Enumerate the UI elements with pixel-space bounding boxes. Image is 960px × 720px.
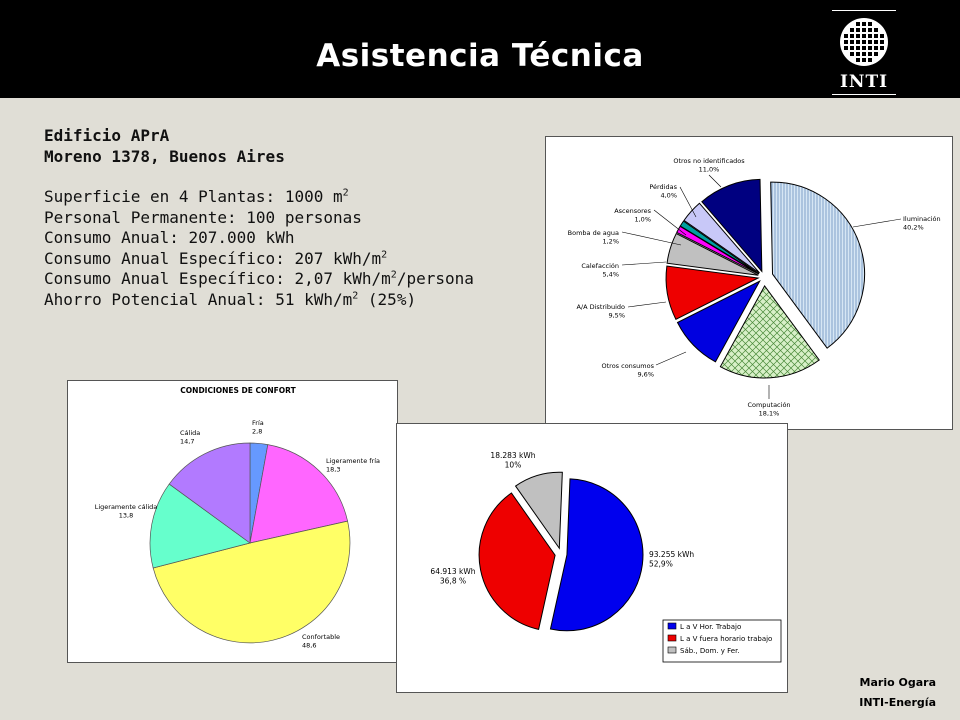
slice-value: 40,2% — [903, 223, 924, 232]
stat-label: Consumo Anual: 207.000 kWh — [44, 228, 295, 247]
stat-label: Consumo Anual Específico: 207 kWh/m — [44, 248, 382, 268]
legend-label: L a V Hor. Trabajo — [680, 623, 742, 631]
slice-label: Ascensores — [614, 207, 651, 215]
logo-top-line — [832, 10, 896, 11]
footer-author: Mario Ogara — [859, 676, 936, 689]
slide-title: Asistencia Técnica — [316, 38, 644, 74]
stat-superscript: 2 — [342, 187, 349, 199]
leader-line — [654, 210, 686, 235]
stat-tail: (25%) — [358, 289, 417, 309]
slice-value: 14,7 — [180, 437, 195, 446]
slice-label: 18.283 kWh — [490, 451, 536, 460]
schedule-chart-panel — [396, 423, 788, 693]
slice-value: 13,8 — [118, 511, 134, 520]
building-info — [44, 126, 544, 310]
slice-value: 9,6% — [637, 370, 654, 379]
pie-slice — [550, 479, 643, 631]
slice-label: Pérdidas — [649, 183, 677, 191]
building-stats — [44, 187, 544, 310]
slice-label: Iluminación — [903, 215, 941, 223]
stat-label: Personal Permanente: 100 personas — [44, 207, 362, 227]
stat-label: Superficie en 4 Plantas: 1000 m — [44, 187, 343, 206]
footer-org: INTI-Energía — [859, 696, 936, 709]
stat-superscript: 2 — [390, 269, 397, 281]
building-address: Moreno 1378, Buenos Aires — [44, 146, 285, 166]
stat-label: Consumo Anual Específico: 2,07 kWh/m — [44, 269, 391, 288]
chart-legend — [663, 620, 781, 662]
slice-value: 1,0% — [634, 215, 651, 224]
slice-label: Bomba de agua — [567, 229, 619, 237]
consumption-chart-panel — [545, 136, 953, 430]
stat-superscript: 2 — [381, 249, 388, 261]
legend-swatch — [668, 647, 676, 653]
comfort-chart-panel — [67, 380, 398, 663]
slice-label: Otros consumos — [601, 362, 654, 370]
stat-superscript: 2 — [352, 290, 359, 302]
slice-value: 10% — [504, 460, 522, 470]
legend-swatch — [668, 623, 676, 629]
header-bar — [0, 0, 960, 98]
slice-value: 11,0% — [698, 165, 720, 174]
slice-value: 9,5% — [608, 311, 625, 320]
logo-grid-icon — [828, 12, 900, 74]
slice-value: 18,3 — [326, 465, 341, 474]
slice-label: Ligeramente fría — [326, 457, 381, 465]
slice-value: 18,1% — [758, 409, 780, 418]
stat-line — [44, 290, 544, 311]
slice-value: 4,0% — [660, 191, 677, 200]
logo-text: INTI — [839, 72, 889, 92]
stat-line — [44, 187, 544, 208]
slice-label: Fría — [252, 419, 264, 427]
stat-tail: /persona — [396, 269, 474, 288]
stat-line — [44, 249, 544, 270]
slice-label: Confortable — [302, 633, 341, 641]
logo-bottom-line — [832, 94, 896, 95]
slice-value: 2,8 — [252, 427, 263, 436]
stat-label: Ahorro Potencial Anual: 51 kWh/m — [44, 289, 353, 309]
slice-label: A/A Distribuido — [576, 303, 625, 311]
stat-line — [44, 228, 544, 249]
slice-value: 48,6 — [302, 641, 317, 650]
schedule-pie-chart — [397, 424, 787, 692]
slice-label: Cálida — [180, 429, 201, 437]
chart-title: CONDICIONES DE CONFORT — [180, 386, 296, 395]
legend-label: Sáb., Dom. y Fer. — [680, 647, 740, 655]
slice-label: Calefacción — [581, 262, 619, 270]
slice-label: Otros no identificados — [673, 157, 745, 165]
leader-line — [680, 187, 696, 217]
stat-line — [44, 208, 544, 229]
inti-logo — [828, 8, 898, 92]
slice-label: Ligeramente cálida — [94, 503, 158, 511]
slice-value: 5,4% — [602, 270, 619, 279]
leader-line — [853, 219, 901, 227]
legend-swatch — [668, 635, 676, 641]
slice-value: 1,2% — [602, 237, 619, 246]
slice-value: 36,8 % — [439, 576, 467, 586]
leader-line — [622, 232, 681, 245]
stat-line — [44, 269, 544, 290]
consumption-pie-chart — [546, 137, 952, 429]
slice-label: 64.913 kWh — [430, 567, 476, 576]
leader-line — [709, 175, 721, 187]
leader-line — [628, 302, 666, 307]
slice-label: Computación — [747, 401, 791, 409]
legend-label: L a V fuera horario trabajo — [680, 635, 773, 643]
slice-value: 52,9% — [649, 559, 673, 569]
slice-label: 93.255 kWh — [649, 550, 695, 559]
leader-line — [656, 352, 686, 365]
building-name: Edificio APrA — [44, 126, 170, 145]
leader-line — [622, 262, 666, 265]
comfort-pie-chart — [68, 381, 397, 662]
